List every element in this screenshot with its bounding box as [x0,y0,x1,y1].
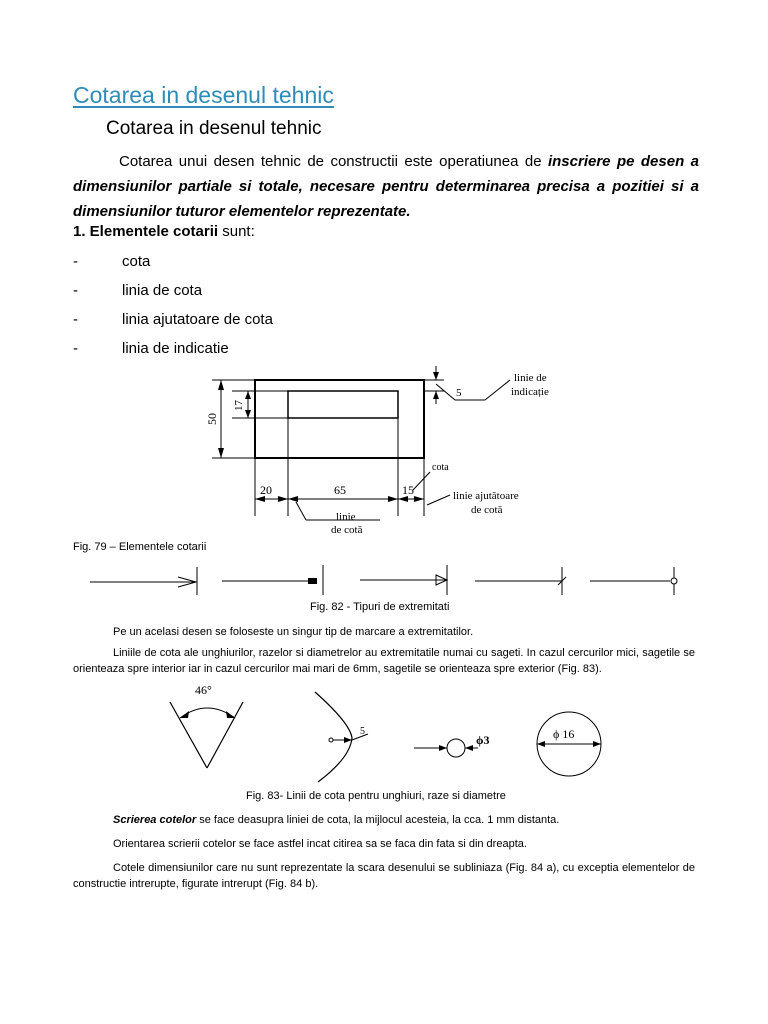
small-diameter-label: ϕ3 [476,733,490,747]
radius-label: 5 [360,726,365,737]
paragraph-text: Pe un acelasi desen se foloseste un singur tip de marcare a extremitatilor. [113,626,474,638]
intro-emphasis: inscriere pe desen a dimensiunilor partiale si totale, necesare pentru determinarea precisa a pozitiei si a dimensiunilor tuturor elementelor reprezentate. [73,153,699,220]
paragraph [73,645,695,677]
paragraph-text: Cotele dimensiunilor care nu sunt reprezentate la scara desenului se subliniaza (Fig. 84 a), cu exceptia elementelor de constructie intrerupte, figurate intrerupt (Fig. 84 b). [73,862,695,890]
list-item-text: linia de indicatie [122,340,229,357]
paragraph-bold: Scrierea cotelor [113,814,197,826]
fig79-caption: Fig. 79 – Elementele cotarii [73,541,207,553]
paragraph-text: Liniile de cota ale unghiurilor, razelor si diametrelor au extremitatile numai cu sageti. In cazul cercurilor mici, sagetile se orienteaza spre interior iar in cazul cercurilor mai mari de 6mm, sagetile se orienteaza spre exterior (Fig. 83). [73,647,695,675]
dim-65-label: 65 [334,483,346,497]
fig83-caption: Fig. 83- Linii de cota pentru unghiuri, raze si diametre [246,790,506,802]
paragraph [73,812,695,828]
label-ajutatoare-2: de cotă [471,504,503,516]
label-linie-cota-2: de cotă [331,524,363,536]
page-title: Cotarea in desenul tehnic [106,118,322,139]
dim-20-label: 20 [260,483,272,497]
intro-plain: Cotarea unui desen tehnic de constructii este operatiunea de [119,153,548,170]
paragraph [73,624,695,640]
label-ajutatoare-1: linie ajutătoare [453,490,519,502]
section-heading-bold: 1. Elementele cotarii [73,223,219,240]
large-diameter-label: ϕ 16 [553,727,575,741]
list-item-text: linia ajutatoare de cota [122,311,273,328]
inner-rect [288,391,398,418]
dim-5-label: 5 [456,387,462,399]
label-linie-indicatie-2: indicație [511,386,549,398]
paragraph [73,860,695,892]
paragraph-text: se face deasupra liniei de cota, la mijlocul acesteia, la cca. 1 mm distanta. [196,814,560,826]
dim-15-label: 15 [402,483,414,497]
label-linie-cota-1: linie [336,511,356,523]
list-dash: - [73,340,78,357]
dim-50-label: 50 [205,413,219,425]
list-dash: - [73,282,78,299]
fig82-caption: Fig. 82 - Tipuri de extremitati [310,601,450,613]
label-linie-indicatie-1: linie de [514,372,547,384]
fig82-drawing [0,560,768,600]
list-dash: - [73,311,78,328]
angle-label: 46° [195,683,212,697]
list-item-text: linia de cota [122,282,203,299]
dim-17-label: 17 [233,400,245,411]
label-cota: cota [432,462,449,473]
document-link-title[interactable]: Cotarea in desenul tehnic [73,82,334,108]
fig83-drawing [0,678,768,790]
section-heading-suffix: sunt: [218,223,255,240]
list-item-text: cota [122,253,151,270]
paragraph-text: Orientarea scrierii cotelor se face astfel incat citirea sa se faca din fata si din dreapta. [113,838,527,850]
list-dash: - [73,253,78,270]
paragraph [73,836,695,852]
